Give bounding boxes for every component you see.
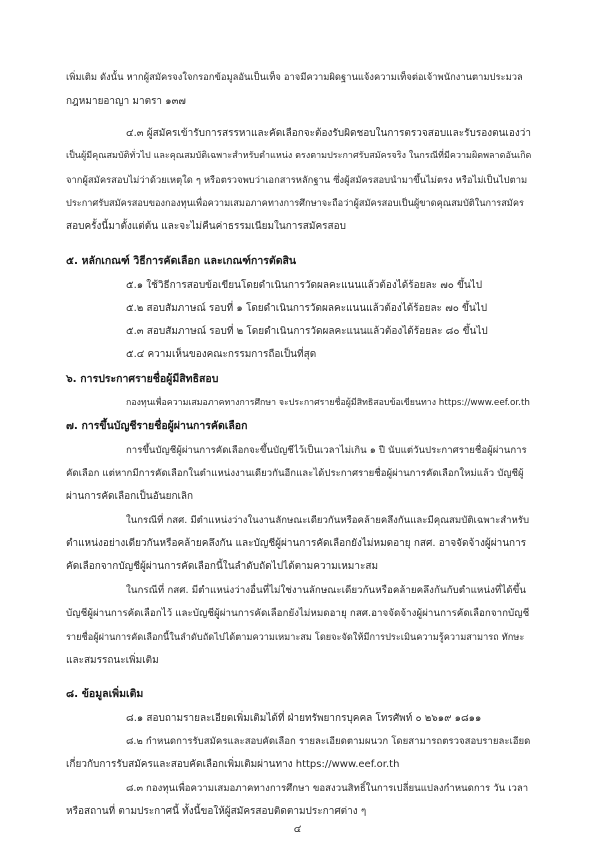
section-5-item: ๕.๑ ใช้วิธีการสอบข้อเขียนโดยดำเนินการวัดผลคะแนนแล้วต้องได้ร้อยละ ๗๐ ขึ้นไป xyxy=(126,280,483,291)
section-7-line: ตำแหน่งอย่างเดียวกันหรือคล้ายคลึงกัน และบัญชีผู้ผ่านการคัดเลือกยังไม่หมดอายุ กสศ. อาจจัดจ้างผู้ผ่านการ xyxy=(66,538,527,549)
section-4-3-line: ๔.๓ ผู้สมัครเข้ารับการสรรหาและคัดเลือกจะต้องรับผิดชอบในการตรวจสอบและรับรองตนเองว่า xyxy=(126,128,531,139)
intro-line: กฎหมายอาญา มาตรา ๑๓๗ xyxy=(66,96,186,107)
section-4-3-line: สอบครั้งนี้มาตั้งแต่ต้น และจะไม่คืนค่าธรรมเนียมในการสมัครสอบ xyxy=(66,221,347,232)
page-number: ๔ xyxy=(293,824,302,835)
section-8-line: หรือสถานที่ ตามประกาศนี้ ทั้งนี้ขอให้ผู้สมัครสอบติดตามประกาศต่าง ๆ xyxy=(66,806,367,817)
section-6-heading: ๖. การประกาศรายชื่อผู้มีสิทธิสอบ xyxy=(66,373,219,385)
section-8-line: ๘.๒ กำหนดการรับสมัครและสอบคัดเลือก รายละเอียดตามผนวก โดยสามารถตรวจสอบรายละเอียด xyxy=(126,736,531,747)
section-7-line: บัญชีผู้ผ่านการคัดเลือกไว้ และบัญชีผู้ผ่านการคัดเลือกยังไม่หมดอายุ กสศ.อาจจัดจ้างผู้ผ่านการคัดเลือกจากบัญชี xyxy=(66,608,530,619)
section-6-line: กองทุนเพื่อความเสมอภาคทางการศึกษา จะประกาศรายชื่อผู้มีสิทธิสอบข้อเขียนทาง https://www.eef.or.th xyxy=(126,398,530,408)
section-7-line: การขึ้นบัญชีผู้ผ่านการคัดเลือกจะขึ้นบัญชีไว้เป็นเวลาไม่เกิน ๑ ปี นับแต่วันประกาศรายชื่อผู้ผ่านการ xyxy=(126,445,527,456)
section-5-item: ๕.๔ ความเห็นของคณะกรรมการถือเป็นที่สุด xyxy=(126,349,317,360)
section-5-heading: ๕. หลักเกณฑ์ วิธีการคัดเลือก และเกณฑ์การตัดสิน xyxy=(66,255,297,267)
intro-line: เพิ่มเติม ดังนั้น หากผู้สมัครจงใจกรอกข้อมูลอันเป็นเท็จ อาจมีความผิดฐานแจ้งความเท็จต่อเจ้าพนักงานตามประมวล xyxy=(66,72,523,83)
section-5-item: ๕.๓ สอบสัมภาษณ์ รอบที่ ๒ โดยดำเนินการวัดผลคะแนนแล้วต้องได้ร้อยละ ๘๐ ขึ้นไป xyxy=(126,326,488,337)
section-7-line: และสมรรถนะเพิ่มเติม xyxy=(66,655,159,666)
section-7-line: รายชื่อผู้ผ่านการคัดเลือกนี้ในลำดับถัดไปได้ตามความเหมาะสม โดยจะจัดให้มีการประเมินความรู้ความสามารถ ทักษะ xyxy=(66,632,525,643)
section-4-3-line: ประกาศรับสมัครสอบของกองทุนเพื่อความเสมอภาคทางการศึกษาจะถือว่าผู้สมัครสอบเป็นผู้ขาดคุณสมบัติในการสมัคร xyxy=(66,198,524,209)
section-4-3-line: เป็นผู้มีคุณสมบัติทั่วไป และคุณสมบัติเฉพาะสำหรับตำแหน่ง ตรงตามประกาศรับสมัครจริง ในกรณีที่มีความผิดพลาดอันเกิด xyxy=(66,151,532,161)
section-8-heading: ๘. ข้อมูลเพิ่มเติม xyxy=(66,688,144,700)
section-5-item: ๕.๒ สอบสัมภาษณ์ รอบที่ ๑ โดยดำเนินการวัดผลคะแนนแล้วต้องได้ร้อยละ ๗๐ ขึ้นไป xyxy=(126,303,488,314)
section-8-line: ๘.๓ กองทุนเพื่อความเสมอภาคทางการศึกษา ขอสงวนสิทธิ์ในการเปลี่ยนแปลงกำหนดการ วัน เวลา xyxy=(126,783,529,794)
section-7-line: ในกรณีที่ กสศ. มีตำแหน่งว่างอื่นที่ไม่ใช่งานลักษณะเดียวกันหรือคล้ายคลึงกันกับตำแหน่งที่ได้ขึ้น xyxy=(126,585,526,596)
section-7-line: คัดเลือกจากบัญชีผู้ผ่านการคัดเลือกนี้ในลำดับถัดไปได้ตามความเหมาะสม xyxy=(66,561,379,572)
section-7-heading: ๗. การขึ้นบัญชีรายชื่อผู้ผ่านการคัดเลือก xyxy=(66,420,248,432)
section-7-line: ในกรณีที่ กสศ. มีตำแหน่งว่างในงานลักษณะเดียวกันหรือคล้ายคลึงกันและมีคุณสมบัติเฉพาะสำหรับ xyxy=(126,515,530,526)
section-8-line: ๘.๑ สอบถามรายละเอียดเพิ่มเติมได้ที่ ฝ่ายทรัพยากรบุคคล โทรศัพท์ ๐ ๒๖๑๙ ๑๘๑๑ xyxy=(126,713,482,724)
section-7-line: คัดเลือก แต่หากมีการคัดเลือกในตำแหน่งงานเดียวกันอีกและได้ประกาศรายชื่อผู้ผ่านการคัดเลือกใหม่แล้ว บัญชีผู้ xyxy=(66,468,524,479)
section-4-3-line: จากผู้สมัครสอบไม่ว่าด้วยเหตุใด ๆ หรือตรวจพบว่าเอกสารหลักฐาน ซึ่งผู้สมัครสอบนำมาขึ้นไม่ตรง หรือไม่เป็นไปตาม xyxy=(66,175,528,186)
section-8-line: เกี่ยวกับการรับสมัครและสอบคัดเลือกเพิ่มเติมผ่านทาง https://www.eef.or.th xyxy=(66,759,400,770)
section-7-line: ผ่านการคัดเลือกเป็นอันยกเลิก xyxy=(66,491,194,502)
